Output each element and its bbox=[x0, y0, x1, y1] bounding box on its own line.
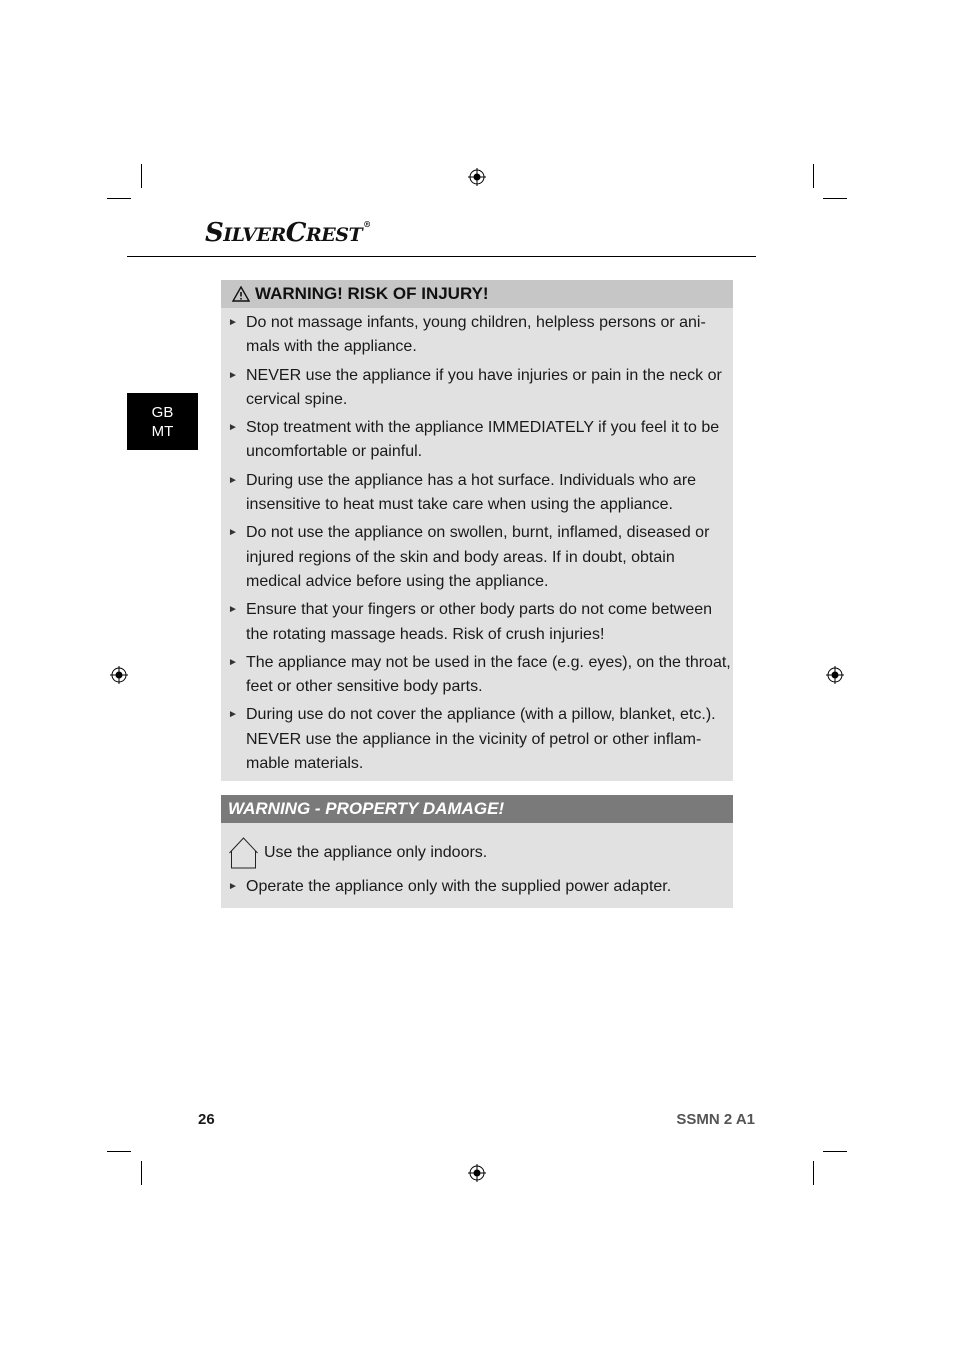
list-item-text: Operate the appliance only with the supplied power adapter. bbox=[246, 878, 672, 895]
property-warning-title: WARNING - PROPERTY DAMAGE! bbox=[228, 799, 505, 818]
list-item bbox=[221, 521, 733, 594]
model-number: SSMN 2 A1 bbox=[676, 1111, 755, 1128]
page-number: 26 bbox=[198, 1111, 215, 1128]
bullet-arrow-icon: ► bbox=[228, 422, 238, 434]
logo-text: REST bbox=[306, 224, 363, 246]
injury-warning-box bbox=[221, 280, 733, 781]
list-item bbox=[221, 875, 733, 899]
injury-warning-list bbox=[221, 308, 733, 776]
warning-triangle-icon bbox=[232, 286, 250, 302]
list-item bbox=[221, 703, 733, 776]
bullet-arrow-icon: ► bbox=[228, 881, 238, 892]
house-icon bbox=[228, 836, 259, 869]
bullet-arrow-icon: ► bbox=[228, 527, 238, 539]
list-item-text: Do not massage infants, young children, helpless persons or ani-mals with the appliance. bbox=[246, 314, 706, 356]
brand-logo bbox=[205, 218, 371, 248]
indoor-notice-text: Use the appliance only indoors. bbox=[264, 843, 488, 861]
crop-mark bbox=[107, 1151, 131, 1152]
list-item bbox=[221, 364, 733, 413]
logo-letter: C bbox=[285, 218, 306, 248]
bullet-arrow-icon: ► bbox=[228, 656, 238, 668]
registration-mark-icon bbox=[110, 666, 128, 684]
registration-mark-icon bbox=[468, 1164, 486, 1182]
logo-letter: S bbox=[205, 218, 224, 248]
crop-mark bbox=[141, 1161, 142, 1185]
list-item bbox=[221, 311, 733, 360]
property-warning-box bbox=[221, 795, 733, 908]
crop-mark bbox=[141, 164, 142, 188]
bullet-arrow-icon: ► bbox=[228, 369, 238, 381]
crop-mark bbox=[823, 198, 847, 199]
crop-mark bbox=[823, 1151, 847, 1152]
bullet-arrow-icon: ► bbox=[228, 474, 238, 486]
list-item-text: Do not use the appliance on swollen, burnt, inflamed, diseased or injured regions of the skin and body areas. If in doubt, obtain medical advice before using the appliance. bbox=[246, 524, 710, 590]
injury-warning-title: WARNING! RISK OF INJURY! bbox=[255, 284, 489, 303]
bullet-arrow-icon: ► bbox=[228, 604, 238, 616]
list-item-text: Stop treatment with the appliance IMMEDIATELY if you feel it to be uncomfortable or painful. bbox=[246, 419, 720, 461]
crop-mark bbox=[813, 164, 814, 188]
property-warning-header bbox=[221, 795, 733, 823]
crop-mark bbox=[813, 1161, 814, 1185]
header-rule bbox=[127, 256, 756, 257]
list-item-text: The appliance may not be used in the face (e.g. eyes), on the throat, feet or other sensitive body parts. bbox=[246, 653, 731, 696]
list-item-text: During use do not cover the appliance (with a pillow, blanket, etc.). NEVER use the appliance in the vicinity of petrol or other inflam-mable materials. bbox=[246, 706, 716, 773]
bullet-arrow-icon: ► bbox=[228, 709, 238, 721]
injury-warning-header bbox=[221, 280, 733, 308]
property-warning-list bbox=[221, 875, 733, 899]
list-item-text: During use the appliance has a hot surface. Individuals who are insensitive to heat must take care when using the appliance. bbox=[246, 471, 697, 514]
crop-mark bbox=[107, 198, 131, 199]
registration-mark-icon bbox=[826, 666, 844, 684]
list-item bbox=[221, 469, 733, 518]
bullet-arrow-icon: ► bbox=[228, 317, 238, 328]
indoor-notice bbox=[221, 836, 733, 869]
logo-text: ILVER bbox=[223, 224, 286, 246]
registered-mark: ® bbox=[363, 219, 371, 229]
language-tab bbox=[127, 393, 198, 450]
list-item bbox=[221, 651, 733, 700]
language-code: MT bbox=[151, 422, 174, 440]
language-code: GB bbox=[151, 403, 174, 421]
list-item bbox=[221, 416, 733, 465]
list-item-text: NEVER use the appliance if you have injuries or pain in the neck or cervical spine. bbox=[246, 366, 722, 408]
list-item-text: Ensure that your fingers or other body parts do not come between the rotating massage heads. Risk of crush injuries! bbox=[246, 601, 713, 643]
registration-mark-icon bbox=[468, 168, 486, 186]
list-item bbox=[221, 598, 733, 647]
